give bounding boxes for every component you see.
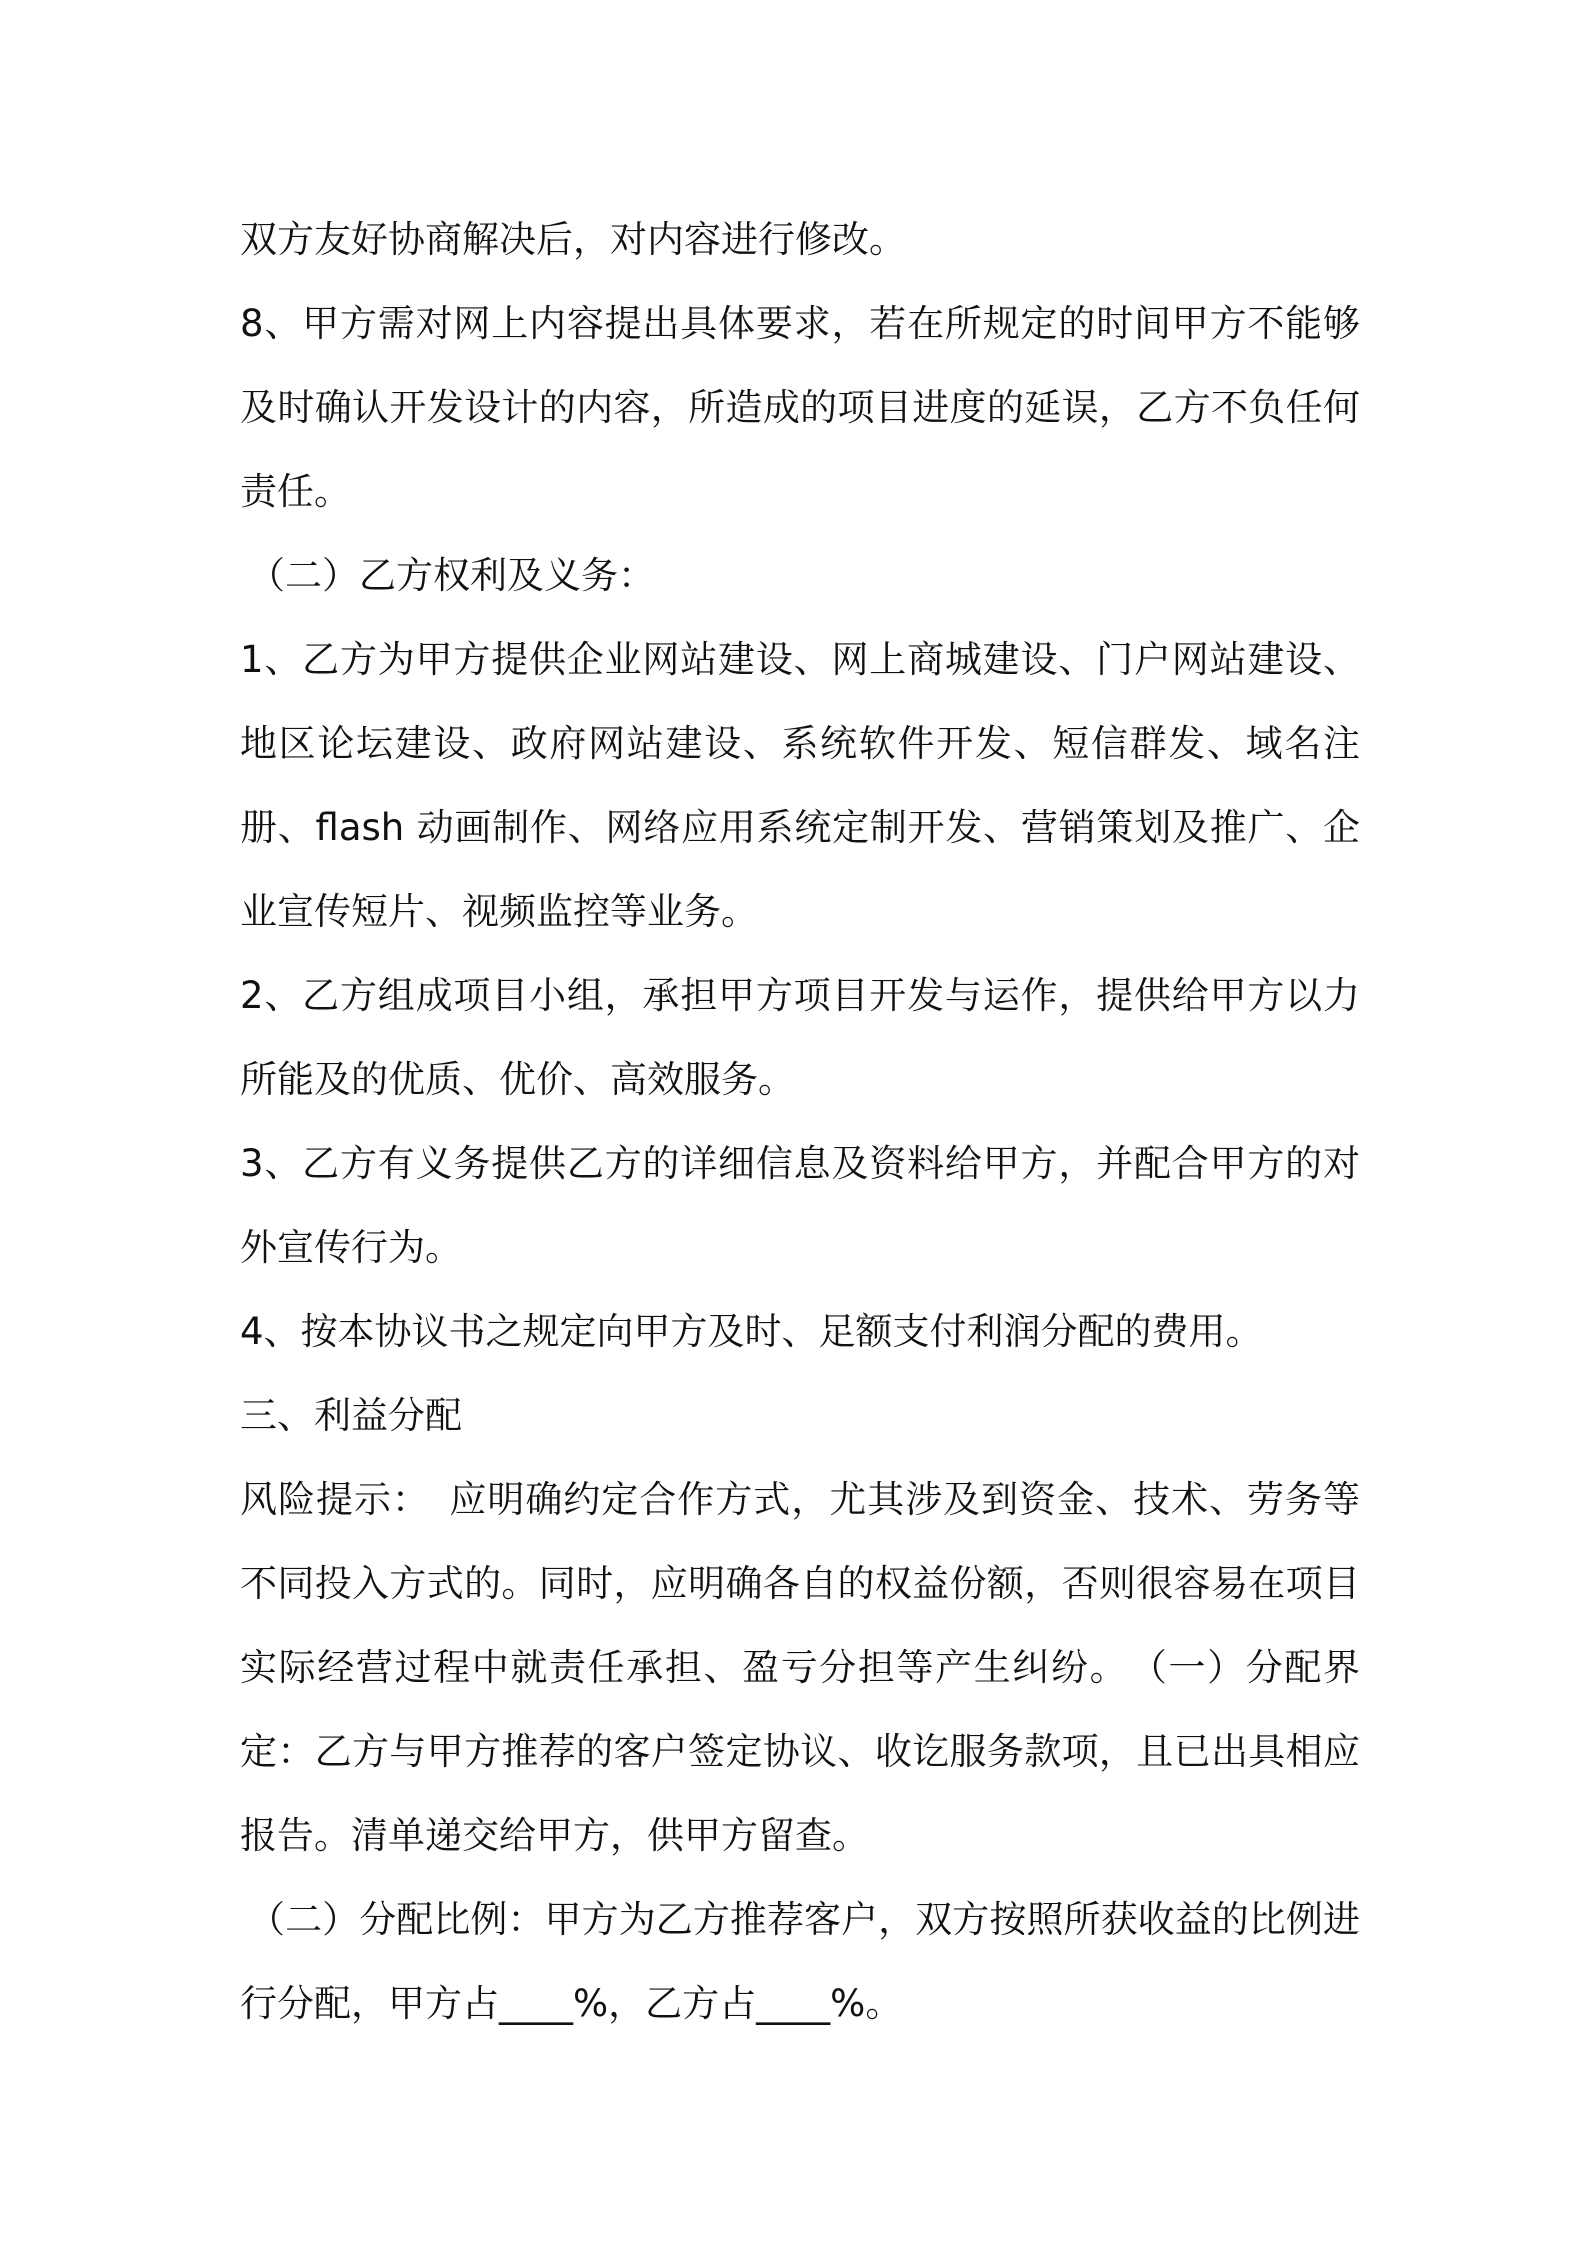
section-heading-profit-distribution: 三、利益分配 (240, 1394, 462, 1437)
document-body (240, 198, 1360, 2046)
section-heading-party-b-rights: （二）乙方权利及义务： (248, 554, 655, 597)
paragraph-party-b-clause-1: 1、乙方为甲方提供企业网站建设、网上商城建设、门户网站建设、地区论坛建设、政府网站建设、系统软件开发、短信群发、域名注册、flash 动画制作、网络应用系统定制开发、营销策划及推广、企业宣传短片、视频监控等业务。 (240, 638, 1360, 933)
paragraph-party-b-clause-3: 3、乙方有义务提供乙方的详细信息及资料给甲方，并配合甲方的对外宣传行为。 (240, 1142, 1360, 1269)
paragraph-resolution: 双方友好协商解决后，对内容进行修改。 (240, 218, 906, 261)
paragraph-distribution-ratio: （二）分配比例：甲方为乙方推荐客户，双方按照所获收益的比例进行分配，甲方占____%，乙方占____%。 (240, 1898, 1360, 2025)
paragraph-clause-8: 8、甲方需对网上内容提出具体要求，若在所规定的时间甲方不能够及时确认开发设计的内容，所造成的项目进度的延误，乙方不负任何责任。 (240, 302, 1360, 513)
paragraph-party-b-clause-2: 2、乙方组成项目小组，承担甲方项目开发与运作，提供给甲方以力所能及的优质、优价、高效服务。 (240, 974, 1360, 1101)
paragraph-risk-notice: 风险提示： 应明确约定合作方式，尤其涉及到资金、技术、劳务等不同投入方式的。同时，应明确各自的权益份额，否则很容易在项目实际经营过程中就责任承担、盈亏分担等产生纠纷。 （一）分配界定：乙方与甲方推荐的客户签定协议、收讫服务款项，且已出具相应报告。清单递交给甲方，供甲方留查。 (240, 1478, 1360, 1857)
paragraph-party-b-clause-4: 4、按本协议书之规定向甲方及时、足额支付利润分配的费用。 (240, 1310, 1263, 1353)
